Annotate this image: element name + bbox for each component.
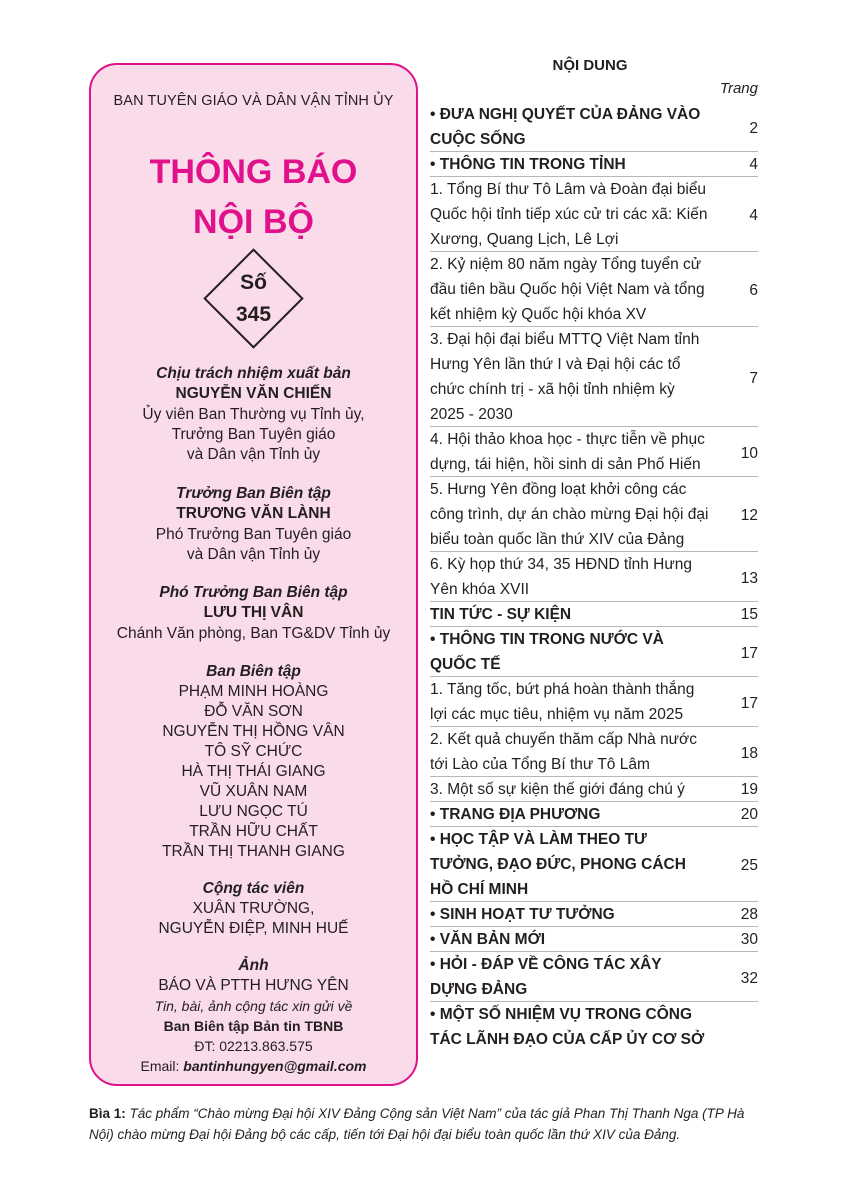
board-member: NGUYỄN THỊ HỒNG VÂN [162,723,345,740]
chief-editor-desc-line: Phó Trưởng Ban Tuyên giáo [155,526,352,543]
toc-entry-title [430,1002,722,1052]
publication-title-line2: NỘI BỘ [193,203,314,241]
caption-text: Tác phẩm “Chào mừng Đại hội XIV Đảng Cộng sản Việt Nam” của tác giả Phan Thị Thanh Nga (TP Hà Nội) chào mừng Đại hội Đảng bộ các cấp, tiến tới Đại hội đại biểu toàn quốc lần thứ XIV của Đảng. [89,1106,745,1142]
toc-entry-title [430,327,722,427]
publisher-role: Chịu trách nhiệm xuất bản [156,365,351,382]
toc-heading: NỘI DUNG [552,57,628,74]
toc-entry-title [430,552,722,602]
masthead-panel [89,63,418,1086]
contact-email[interactable]: bantinhungyen@gmail.com [183,1058,367,1074]
toc-entry-line: • HỎI - ĐÁP VỀ CÔNG TÁC XÂY [430,956,662,973]
toc-entry-line: 3. Một số sự kiện thế giới đáng chú ý [430,781,685,798]
board-member: PHẠM MINH HOÀNG [178,683,329,700]
toc-entry-line: • TRANG ĐỊA PHƯƠNG [430,806,601,823]
toc-entry-page: 28 [740,906,758,923]
submission-recipient: Ban Biên tập Bản tin TBNB [163,1018,344,1034]
toc-entry-title [430,102,722,152]
contact-email-row [91,1058,416,1074]
publisher-desc-line: Trưởng Ban Tuyên giáo [171,426,336,443]
board-member: TRẦN HỮU CHẤT [189,823,318,840]
toc-entry-page: 32 [740,969,758,987]
toc-entry-title [430,152,722,177]
toc-entry-line: TIN TỨC - SỰ KIỆN [430,606,572,623]
publisher-desc-line: và Dân vận Tỉnh ủy [186,446,321,463]
toc-entry-title [430,727,722,777]
toc-entry-line: QUỐC TẾ [430,656,501,673]
issue-number: 345 [235,303,272,326]
toc-entry-line: CUỘC SỐNG [430,131,526,148]
toc-entry-title [430,627,722,677]
toc-entry-title [430,427,722,477]
toc-entry-line: • VĂN BẢN MỚI [430,931,546,948]
cover-caption [89,1103,769,1145]
toc-entry-page: 10 [740,444,758,462]
toc-entry-line: 6. Kỳ họp thứ 34, 35 HĐND tỉnh Hưng [430,556,692,573]
toc-entry-line: Yên khóa XVII [430,581,530,598]
toc-entry-page: 7 [749,369,758,387]
submission-note: Tin, bài, ảnh cộng tác xin gửi về [154,998,353,1014]
board-member: TRẦN THỊ THANH GIANG [162,843,345,860]
editorial-board-role: Ban Biên tập [206,663,301,680]
toc-entry-line: TÁC LÃNH ĐẠO CỦA CẤP ỦY CƠ SỞ [430,1031,705,1048]
toc-entry-page: 17 [740,644,758,662]
publication-title-line1: THÔNG BÁO [149,153,358,191]
toc-entry-line: công trình, dự án chào mừng Đại hội đại [430,506,709,523]
toc-entry-title [430,902,722,927]
toc-entry-page: 30 [740,931,758,948]
chief-editor-role: Trưởng Ban Biên tập [176,485,331,502]
board-member: VŨ XUÂN NAM [199,783,308,800]
toc-entry-page: 19 [740,781,758,798]
toc-entry-page: 2 [749,119,758,137]
board-member: LƯU NGỌC TÚ [199,803,308,820]
toc-entry-page: 18 [740,744,758,762]
toc-entry-page: 15 [740,606,758,623]
toc-entry-line: kết nhiệm kỳ Quốc hội khóa XV [430,306,647,323]
toc-entry-title [430,177,722,252]
toc-entry-line: Hưng Yên lần thứ I và Đại hội các tổ [430,356,681,373]
contact-phone: ĐT: 02213.863.575 [194,1038,313,1054]
toc-entry-line: • ĐƯA NGHỊ QUYẾT CỦA ĐẢNG VÀO [430,106,701,123]
toc-entry-line: • MỘT SỐ NHIỆM VỤ TRONG CÔNG [430,1006,693,1023]
toc-entry-title [430,677,722,727]
toc-entry-line: 3. Đại hội đại biểu MTTQ Việt Nam tỉnh [430,331,700,348]
toc-entry-page: 4 [749,207,758,224]
publisher-desc-line: Ủy viên Ban Thường vụ Tỉnh ủy, [142,406,365,423]
toc-entry-line: 5. Hưng Yên đồng loạt khởi công các [430,481,687,498]
deputy-editor-name: LƯU THỊ VÂN [203,604,304,621]
toc-entry-title [430,827,722,902]
chief-editor-name: TRƯƠNG VĂN LÀNH [176,505,331,522]
toc-entry-title [430,252,722,327]
deputy-editor-role: Phó Trưởng Ban Biên tập [159,584,348,601]
toc-entry-page: 17 [740,694,758,712]
toc-entry-line: 1. Tăng tốc, bứt phá hoàn thành thắng [430,681,695,698]
deputy-editor-desc: Chánh Văn phòng, Ban TG&DV Tỉnh ủy [116,625,391,642]
toc-entry-line: DỰNG ĐẢNG [430,981,528,998]
toc-entry-title [430,802,722,827]
contributors-role: Cộng tác viên [202,880,305,897]
toc-entry-page: 12 [740,507,758,524]
toc-entry-line: • SINH HOẠT TƯ TƯỞNG [430,906,615,923]
toc-entry-line: • THÔNG TIN TRONG NƯỚC VÀ [430,631,664,648]
toc-entry-line: 2025 - 2030 [430,406,513,423]
publisher-name: NGUYỄN VĂN CHIẾN [175,385,332,402]
toc-page-column-label: Trang [719,80,758,97]
toc-entry-line: biểu toàn quốc lần thứ XIV của Đảng [430,531,685,548]
chief-editor-desc-line: và Dân vận Tỉnh ủy [186,546,321,563]
board-member: ĐỖ VĂN SƠN [204,703,303,720]
toc-entry-line: Xương, Quang Lịch, Lê Lợi [430,231,619,248]
issue-label: Số [240,271,267,294]
toc-entry-line: HỒ CHÍ MINH [430,881,529,898]
toc-entry-line: lợi các mục tiêu, nhiệm vụ năm 2025 [430,706,684,723]
photo-role: Ảnh [238,957,269,974]
toc-entry-line: TƯỞNG, ĐẠO ĐỨC, PHONG CÁCH [430,856,686,873]
toc-entry-line: Quốc hội tỉnh tiếp xúc cử tri các xã: Kiến [430,206,708,223]
toc-entry-page: 20 [740,806,758,823]
toc-entry-line: • THÔNG TIN TRONG TỈNH [430,156,626,173]
toc-entry-line: đầu tiên bầu Quốc hội Việt Nam và tổng [430,281,705,298]
toc-entry-title [430,927,722,952]
toc-entry-title [430,602,722,627]
contributor-line: NGUYỄN ĐIỆP, MINH HUẾ [158,920,349,937]
issue-diamond-frame [203,248,303,348]
toc-entry-title [430,777,722,802]
email-label: Email: [140,1058,184,1074]
organization-name: BAN TUYÊN GIÁO VÀ DÂN VẬN TỈNH ỦY [113,93,394,109]
toc-entry-line: dựng, tái hiện, hồi sinh di sản Phố Hiến [430,456,701,473]
toc-entry-line: 2. Kỷ niệm 80 năm ngày Tổng tuyển cử [430,256,702,273]
board-member: TÔ SỸ CHỨC [204,743,303,760]
toc-entry-page: 25 [740,857,758,874]
toc-entry-page: 13 [740,569,758,587]
toc-entry-line: 1. Tổng Bí thư Tô Lâm và Đoàn đại biểu [430,181,707,198]
toc-entry-page: 6 [749,282,758,299]
toc-entry-title [430,952,722,1002]
toc-entry-line: 4. Hội thảo khoa học - thực tiễn về phục [430,431,705,448]
toc-entry-line: chức chính trị - xã hội tỉnh nhiệm kỳ [430,381,675,398]
contributor-line: XUÂN TRƯỜNG, [192,900,315,917]
toc-entry-page: 4 [749,156,758,173]
board-member: HÀ THỊ THÁI GIANG [181,763,326,780]
toc-entry-line: tới Lào của Tổng Bí thư Tô Lâm [430,756,650,773]
toc-entry-title [430,477,722,552]
caption-label: Bìa 1: [89,1106,126,1121]
toc-entry-line: 2. Kết quả chuyến thăm cấp Nhà nước [430,731,697,748]
toc-entry-line: • HỌC TẬP VÀ LÀM THEO TƯ [430,831,647,848]
photo-credit: BÁO VÀ PTTH HƯNG YÊN [158,977,349,994]
